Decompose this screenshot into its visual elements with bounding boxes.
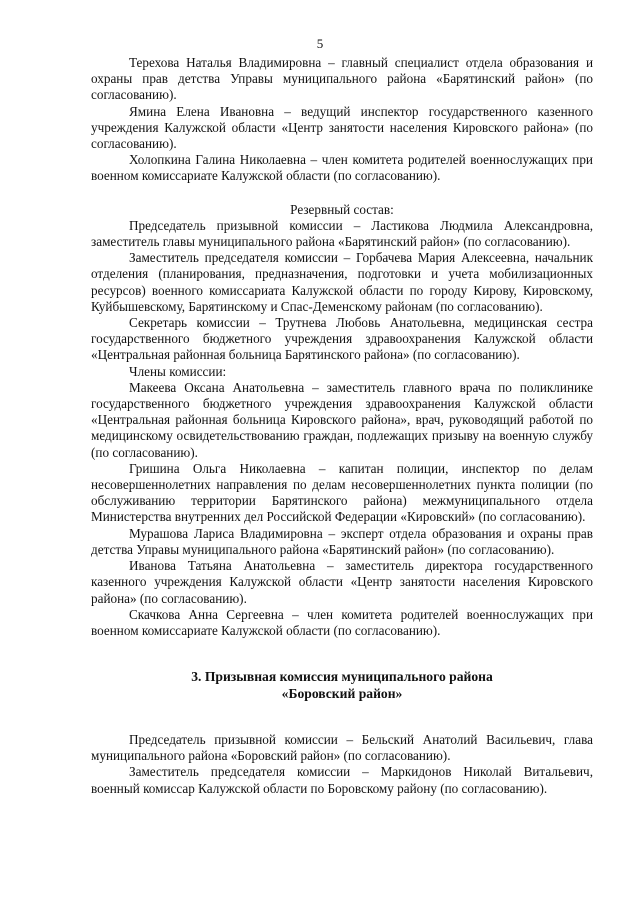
- heading-spacer: [91, 702, 593, 732]
- paragraph-member-ivanova: Иванова Татьяна Анатольевна – заместитель директора государственного казенного учреждения Калужской области «Центр занятости населения Кировского района» (по согласованию).: [91, 558, 593, 606]
- paragraph-kholopkina: Холопкина Галина Николаевна – член комитета родителей военнослужащих при военном комиссариате Калужской области (по согласованию).: [91, 152, 593, 184]
- paragraph-reserve-deputy: Заместитель председателя комиссии – Горбачева Мария Алексеевна, начальник отделения (планирования, предназначения, подготовки и учета мобилизационных ресурсов) военного комиссариата Калужской области по городу Кирову, Кировскому, Куйбышевскому, Барятинскому и Спас-Деменскому районам (по согласованию).: [91, 250, 593, 314]
- section-3-heading-line-1: 3. Призывная комиссия муниципального района: [191, 669, 493, 685]
- paragraph-borovsky-chairman: Председатель призывной комиссии – Бельский Анатолий Васильевич, глава муниципального района «Боровский район» (по согласованию).: [91, 731, 593, 764]
- section-3-heading: [91, 669, 593, 702]
- paragraph-reserve-secretary: Секретарь комиссии – Трутнева Любовь Анатольевна, медицинская сестра государственного бюджетного учреждения здравоохранения Калужской области «Центральная районная больница Барятинского района» (по согласованию).: [91, 315, 593, 363]
- paragraph-member-makeeva: Макеева Оксана Анатольевна – заместитель главного врача по поликлинике государственного бюджетного учреждения здравоохранения Калужской области «Центральная районная больница Кировского района», врач, руководящий работой по медицинскому освидетельствованию граждан, подлежащих призыву на военную службу (по согласованию).: [91, 379, 593, 460]
- members-label: Члены комиссии:: [129, 363, 227, 379]
- paragraph-member-skachkova: Скачкова Анна Сергеевна – член комитета родителей военнослужащих при военном комиссариате Калужской области (по согласованию).: [91, 606, 593, 638]
- paragraph-yamina: Ямина Елена Ивановна – ведущий инспектор государственного казенного учреждения Калужской области «Центр занятости населения Кировского района» (по согласованию).: [91, 103, 593, 152]
- paragraph-reserve-chairman: Председатель призывной комиссии – Ластикова Людмила Александровна, заместитель главы муниципального района «Барятинский район» (по согласованию).: [91, 217, 593, 250]
- paragraph-terekhova: Терехова Наталья Владимировна – главный специалист отдела образования и охраны прав детства Управы муниципального района «Барятинский район» (по согласованию).: [91, 55, 593, 103]
- document-body: [91, 55, 593, 797]
- section-3-heading-line-2: «Боровский район»: [281, 685, 403, 701]
- paragraph-member-grishina: Гришина Ольга Николаевна – капитан полиции, инспектор по делам несовершеннолетних направления по делам несовершеннолетних пункта полиции (по обслуживанию территории Барятинского района) межмуниципального отдела Министерства внутренних дел Российской Федерации «Кировский» (по согласованию).: [91, 460, 593, 525]
- paragraph-borovsky-deputy: Заместитель председателя комиссии – Маркидонов Николай Витальевич, военный комиссар Калужской области по Боровскому району (по согласованию).: [91, 764, 593, 796]
- reserve-composition-title: Резервный состав:: [290, 201, 394, 217]
- page-number: 5: [316, 36, 324, 51]
- paragraph-member-murashova: Мурашова Лариса Владимировна – эксперт отдела образования и охраны прав детства Управы муниципального района «Барятинский район» (по согласованию).: [91, 525, 593, 557]
